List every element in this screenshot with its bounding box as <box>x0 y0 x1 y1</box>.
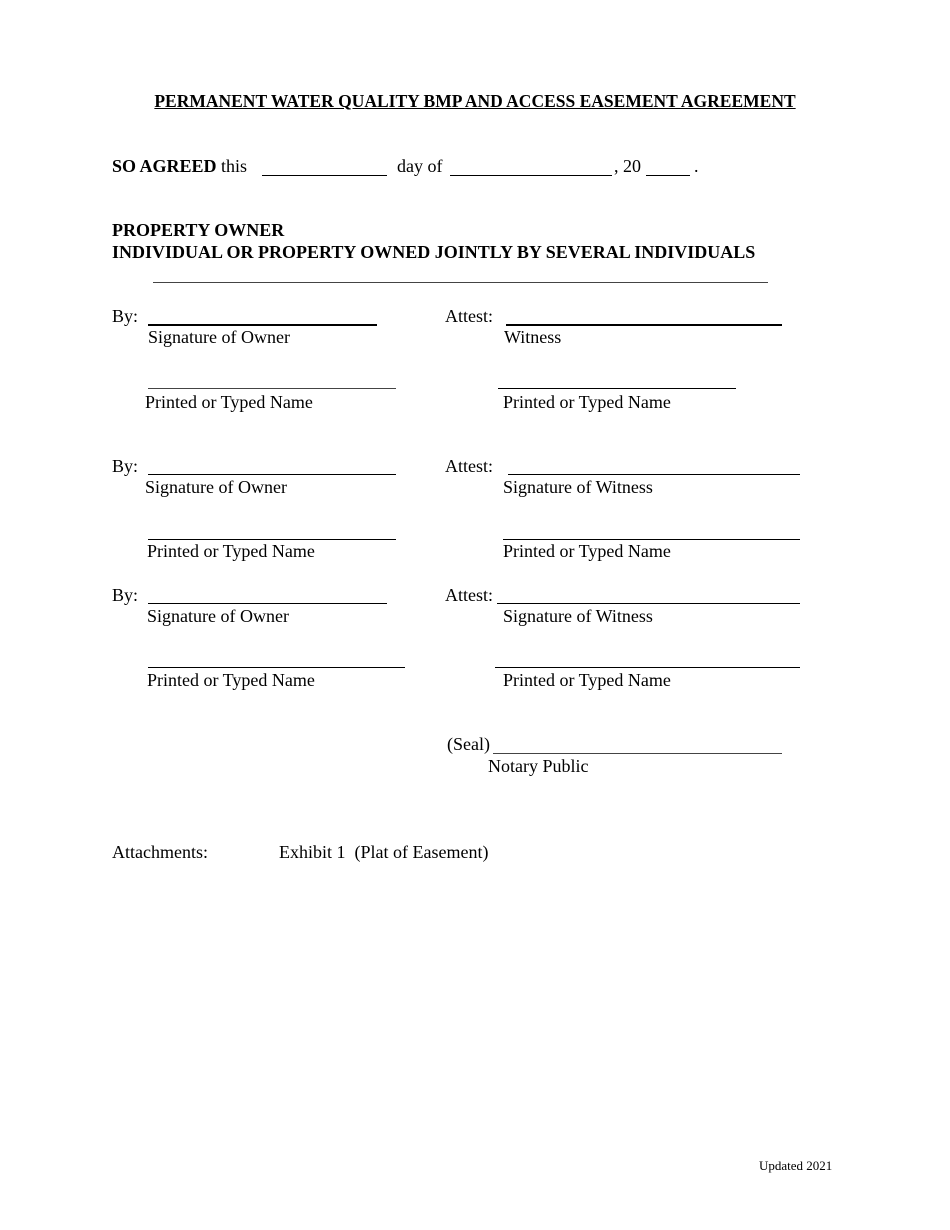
witness-label-1: Witness <box>504 327 562 347</box>
agreed-label <box>112 156 247 176</box>
witness-printed-name-2[interactable] <box>503 539 800 540</box>
attachments-value: Exhibit 1 (Plat of Easement) <box>279 842 489 862</box>
printed-label-2: Printed or Typed Name <box>503 392 671 412</box>
witness-signature-3[interactable] <box>497 603 800 604</box>
period: . <box>694 156 699 176</box>
agreed-bold: SO AGREED <box>112 156 217 176</box>
witness-sig-label-3: Signature of Witness <box>503 606 653 626</box>
witness-sig-label-2: Signature of Witness <box>503 477 653 497</box>
owner-sig-label-2: Signature of Owner <box>145 477 287 497</box>
attachments-label: Attachments: <box>112 842 208 862</box>
heading-individual: INDIVIDUAL OR PROPERTY OWNED JOINTLY BY SEVERAL INDIVIDUALS <box>112 242 756 262</box>
printed-label-4: Printed or Typed Name <box>503 541 671 561</box>
year-field[interactable] <box>646 175 690 176</box>
footer-updated: Updated 2021 <box>759 1158 833 1173</box>
agreed-this: this <box>221 156 248 176</box>
printed-label-6: Printed or Typed Name <box>503 670 671 690</box>
witness-signature-2[interactable] <box>508 474 800 475</box>
witness-signature-1[interactable] <box>506 324 782 326</box>
owner-printed-name-1[interactable] <box>148 388 396 389</box>
owner-signature-2[interactable] <box>148 474 396 475</box>
day-of-label: day of <box>397 156 443 176</box>
seal-label: (Seal) <box>447 734 490 754</box>
printed-label-1: Printed or Typed Name <box>145 392 313 412</box>
owner-signature-1[interactable] <box>148 324 377 326</box>
printed-label-5: Printed or Typed Name <box>147 670 315 690</box>
divider <box>153 282 768 283</box>
attest-label-3: Attest: <box>445 585 493 605</box>
by-label-1: By: <box>112 306 139 326</box>
notary-public-label: Notary Public <box>488 756 589 776</box>
year-prefix: , 20 <box>614 156 641 176</box>
day-field[interactable] <box>262 175 387 176</box>
month-field[interactable] <box>450 175 612 176</box>
notary-signature[interactable] <box>493 753 782 754</box>
document-title: PERMANENT WATER QUALITY BMP AND ACCESS EASEMENT AGREEMENT <box>154 91 796 111</box>
witness-printed-name-1[interactable] <box>498 388 736 389</box>
by-label-2: By: <box>112 456 139 476</box>
printed-label-3: Printed or Typed Name <box>147 541 315 561</box>
owner-printed-name-2[interactable] <box>148 539 396 540</box>
heading-property-owner: PROPERTY OWNER <box>112 220 285 240</box>
owner-signature-3[interactable] <box>148 603 387 604</box>
attest-label-2: Attest: <box>445 456 493 476</box>
owner-sig-label-3: Signature of Owner <box>147 606 289 626</box>
witness-printed-name-3[interactable] <box>495 667 800 668</box>
by-label-3: By: <box>112 585 139 605</box>
owner-sig-label-1: Signature of Owner <box>148 327 290 347</box>
attest-label-1: Attest: <box>445 306 493 326</box>
owner-printed-name-3[interactable] <box>148 667 405 668</box>
